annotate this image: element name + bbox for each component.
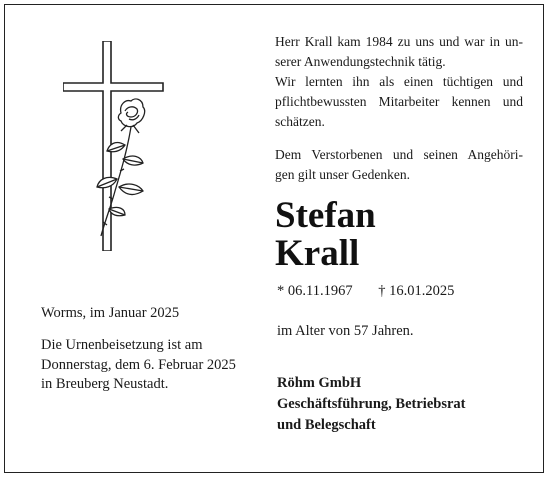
- first-name: Stefan: [275, 195, 376, 236]
- last-name: Krall: [275, 233, 360, 274]
- place-date: Worms, im Januar 2025: [41, 305, 180, 321]
- intro-line: Wir lernten ihn als einen tüchtigen und: [275, 74, 523, 89]
- condolence-text: [275, 145, 523, 185]
- intro-line: pflichtbewussten Mitarbeiter kennen und: [275, 94, 523, 109]
- birth-date: * 06.11.1967: [277, 283, 353, 299]
- burial-line: Donnerstag, dem 6. Februar 2025: [41, 356, 236, 373]
- sender-line: und Belegschaft: [277, 417, 376, 433]
- cross-icon: [63, 41, 173, 251]
- intro-line: Herr Krall kam 1984 zu uns und war in un-: [275, 34, 523, 49]
- condolence-line: Dem Verstorbenen und seinen Angehöri-: [275, 147, 523, 162]
- sender-line: Geschäftsführung, Betriebsrat: [277, 396, 466, 412]
- death-date: † 16.01.2025: [378, 283, 455, 299]
- burial-line: Die Urnenbeisetzung ist am: [41, 337, 203, 353]
- intro-text: [275, 32, 523, 132]
- condolence-line: gen gilt unser Gedenken.: [275, 167, 410, 182]
- burial-info: [41, 336, 236, 395]
- life-dates: [277, 281, 454, 301]
- intro-line: serer Anwendungstechnik tätig.: [275, 54, 446, 69]
- burial-line: in Breuberg Neustadt.: [41, 376, 169, 392]
- sender-block: [277, 373, 466, 436]
- intro-line: schätzen.: [275, 114, 325, 129]
- obituary-notice: [4, 4, 544, 473]
- age-text: im Alter von 57 Jahren.: [277, 323, 414, 339]
- sender-company: Röhm GmbH: [277, 375, 362, 391]
- deceased-name: [275, 197, 376, 273]
